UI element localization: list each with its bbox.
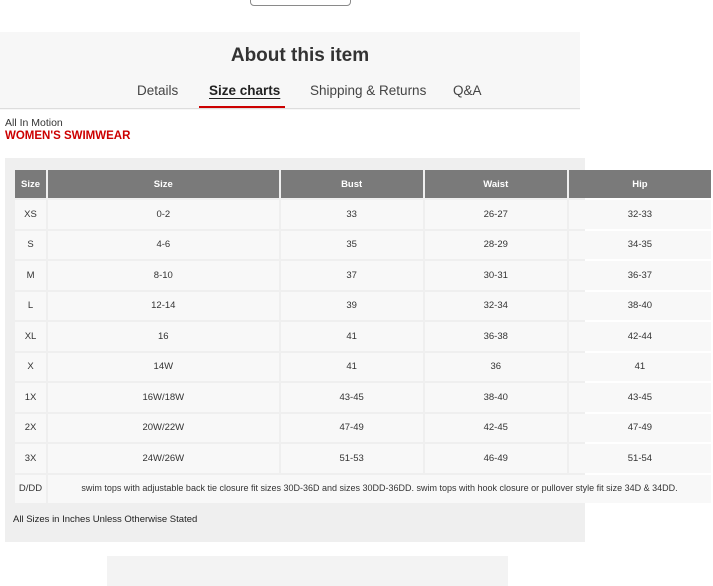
waist-cell: 36-38 bbox=[425, 322, 567, 351]
table-row bbox=[15, 322, 711, 351]
table-row bbox=[15, 231, 711, 260]
column-header-bust: Bust bbox=[281, 170, 423, 198]
hip-cell: 41 bbox=[569, 353, 711, 382]
chart-category: WOMEN'S SWIMWEAR bbox=[5, 130, 131, 142]
tab-divider bbox=[0, 108, 580, 109]
note-row bbox=[15, 475, 711, 504]
size-code-cell: XS bbox=[15, 200, 46, 229]
tab-size-charts[interactable]: Size charts bbox=[209, 83, 281, 98]
waist-cell: 30-31 bbox=[425, 261, 567, 290]
note-size-cell: D/DD bbox=[15, 475, 46, 504]
size-cell: 16W/18W bbox=[48, 383, 279, 412]
size-cell: 16 bbox=[48, 322, 279, 351]
hip-cell: 34-35 bbox=[569, 231, 711, 260]
waist-cell: 42-45 bbox=[425, 414, 567, 443]
bust-cell: 35 bbox=[281, 231, 423, 260]
bust-cell: 47-49 bbox=[281, 414, 423, 443]
size-cell: 8-10 bbox=[48, 261, 279, 290]
column-header-waist: Waist bbox=[425, 170, 567, 198]
hip-cell: 47-49 bbox=[569, 414, 711, 443]
table-row bbox=[15, 383, 711, 412]
hip-cell: 51-54 bbox=[569, 444, 711, 473]
size-chart-panel bbox=[5, 158, 678, 542]
tab-details[interactable]: Details bbox=[137, 83, 179, 98]
column-header-size-code: Size bbox=[15, 170, 46, 198]
bust-cell: 51-53 bbox=[281, 444, 423, 473]
tab-qa[interactable]: Q&A bbox=[453, 83, 482, 98]
tab-shipping-returns[interactable]: Shipping & Returns bbox=[310, 83, 427, 98]
note-text-cell: swim tops with adjustable back tie closure fit sizes 30D-36D and sizes 30DD-36DD. swim tops with hook closure or pullover style fit size 34D & 34DD. bbox=[48, 475, 711, 504]
waist-cell: 38-40 bbox=[425, 383, 567, 412]
hip-cell: 32-33 bbox=[569, 200, 711, 229]
chart-footnote: All Sizes in Inches Unless Otherwise Stated bbox=[13, 514, 198, 525]
hip-cell: 38-40 bbox=[569, 292, 711, 321]
table-row bbox=[15, 261, 711, 290]
hip-cell: 42-44 bbox=[569, 322, 711, 351]
size-code-cell: XL bbox=[15, 322, 46, 351]
bust-cell: 37 bbox=[281, 261, 423, 290]
table-row bbox=[15, 353, 711, 382]
size-cell: 24W/26W bbox=[48, 444, 279, 473]
size-code-cell: 2X bbox=[15, 414, 46, 443]
size-code-cell: X bbox=[15, 353, 46, 382]
size-code-cell: L bbox=[15, 292, 46, 321]
bust-cell: 41 bbox=[281, 322, 423, 351]
bottom-panel bbox=[107, 556, 508, 586]
waist-cell: 28-29 bbox=[425, 231, 567, 260]
waist-cell: 46-49 bbox=[425, 444, 567, 473]
size-code-cell: 3X bbox=[15, 444, 46, 473]
size-code-cell: 1X bbox=[15, 383, 46, 412]
table-row bbox=[15, 292, 711, 321]
column-header-hip: Hip bbox=[569, 170, 711, 198]
table-row bbox=[15, 414, 711, 443]
size-chart-table bbox=[13, 168, 713, 505]
top-button[interactable] bbox=[250, 0, 351, 6]
bust-cell: 41 bbox=[281, 353, 423, 382]
about-title: About this item bbox=[230, 45, 370, 66]
table-row bbox=[15, 200, 711, 229]
column-header-size: Size bbox=[48, 170, 279, 198]
size-cell: 20W/22W bbox=[48, 414, 279, 443]
size-cell: 12-14 bbox=[48, 292, 279, 321]
hip-cell: 36-37 bbox=[569, 261, 711, 290]
table-row bbox=[15, 444, 711, 473]
brand-name: All In Motion bbox=[5, 117, 63, 129]
size-code-cell: M bbox=[15, 261, 46, 290]
size-code-cell: S bbox=[15, 231, 46, 260]
waist-cell: 32-34 bbox=[425, 292, 567, 321]
bust-cell: 43-45 bbox=[281, 383, 423, 412]
table-header-row bbox=[15, 170, 711, 198]
about-section bbox=[0, 32, 580, 110]
bust-cell: 33 bbox=[281, 200, 423, 229]
size-cell: 0-2 bbox=[48, 200, 279, 229]
size-cell: 4-6 bbox=[48, 231, 279, 260]
hip-cell: 43-45 bbox=[569, 383, 711, 412]
waist-cell: 36 bbox=[425, 353, 567, 382]
bust-cell: 39 bbox=[281, 292, 423, 321]
waist-cell: 26-27 bbox=[425, 200, 567, 229]
size-cell: 14W bbox=[48, 353, 279, 382]
